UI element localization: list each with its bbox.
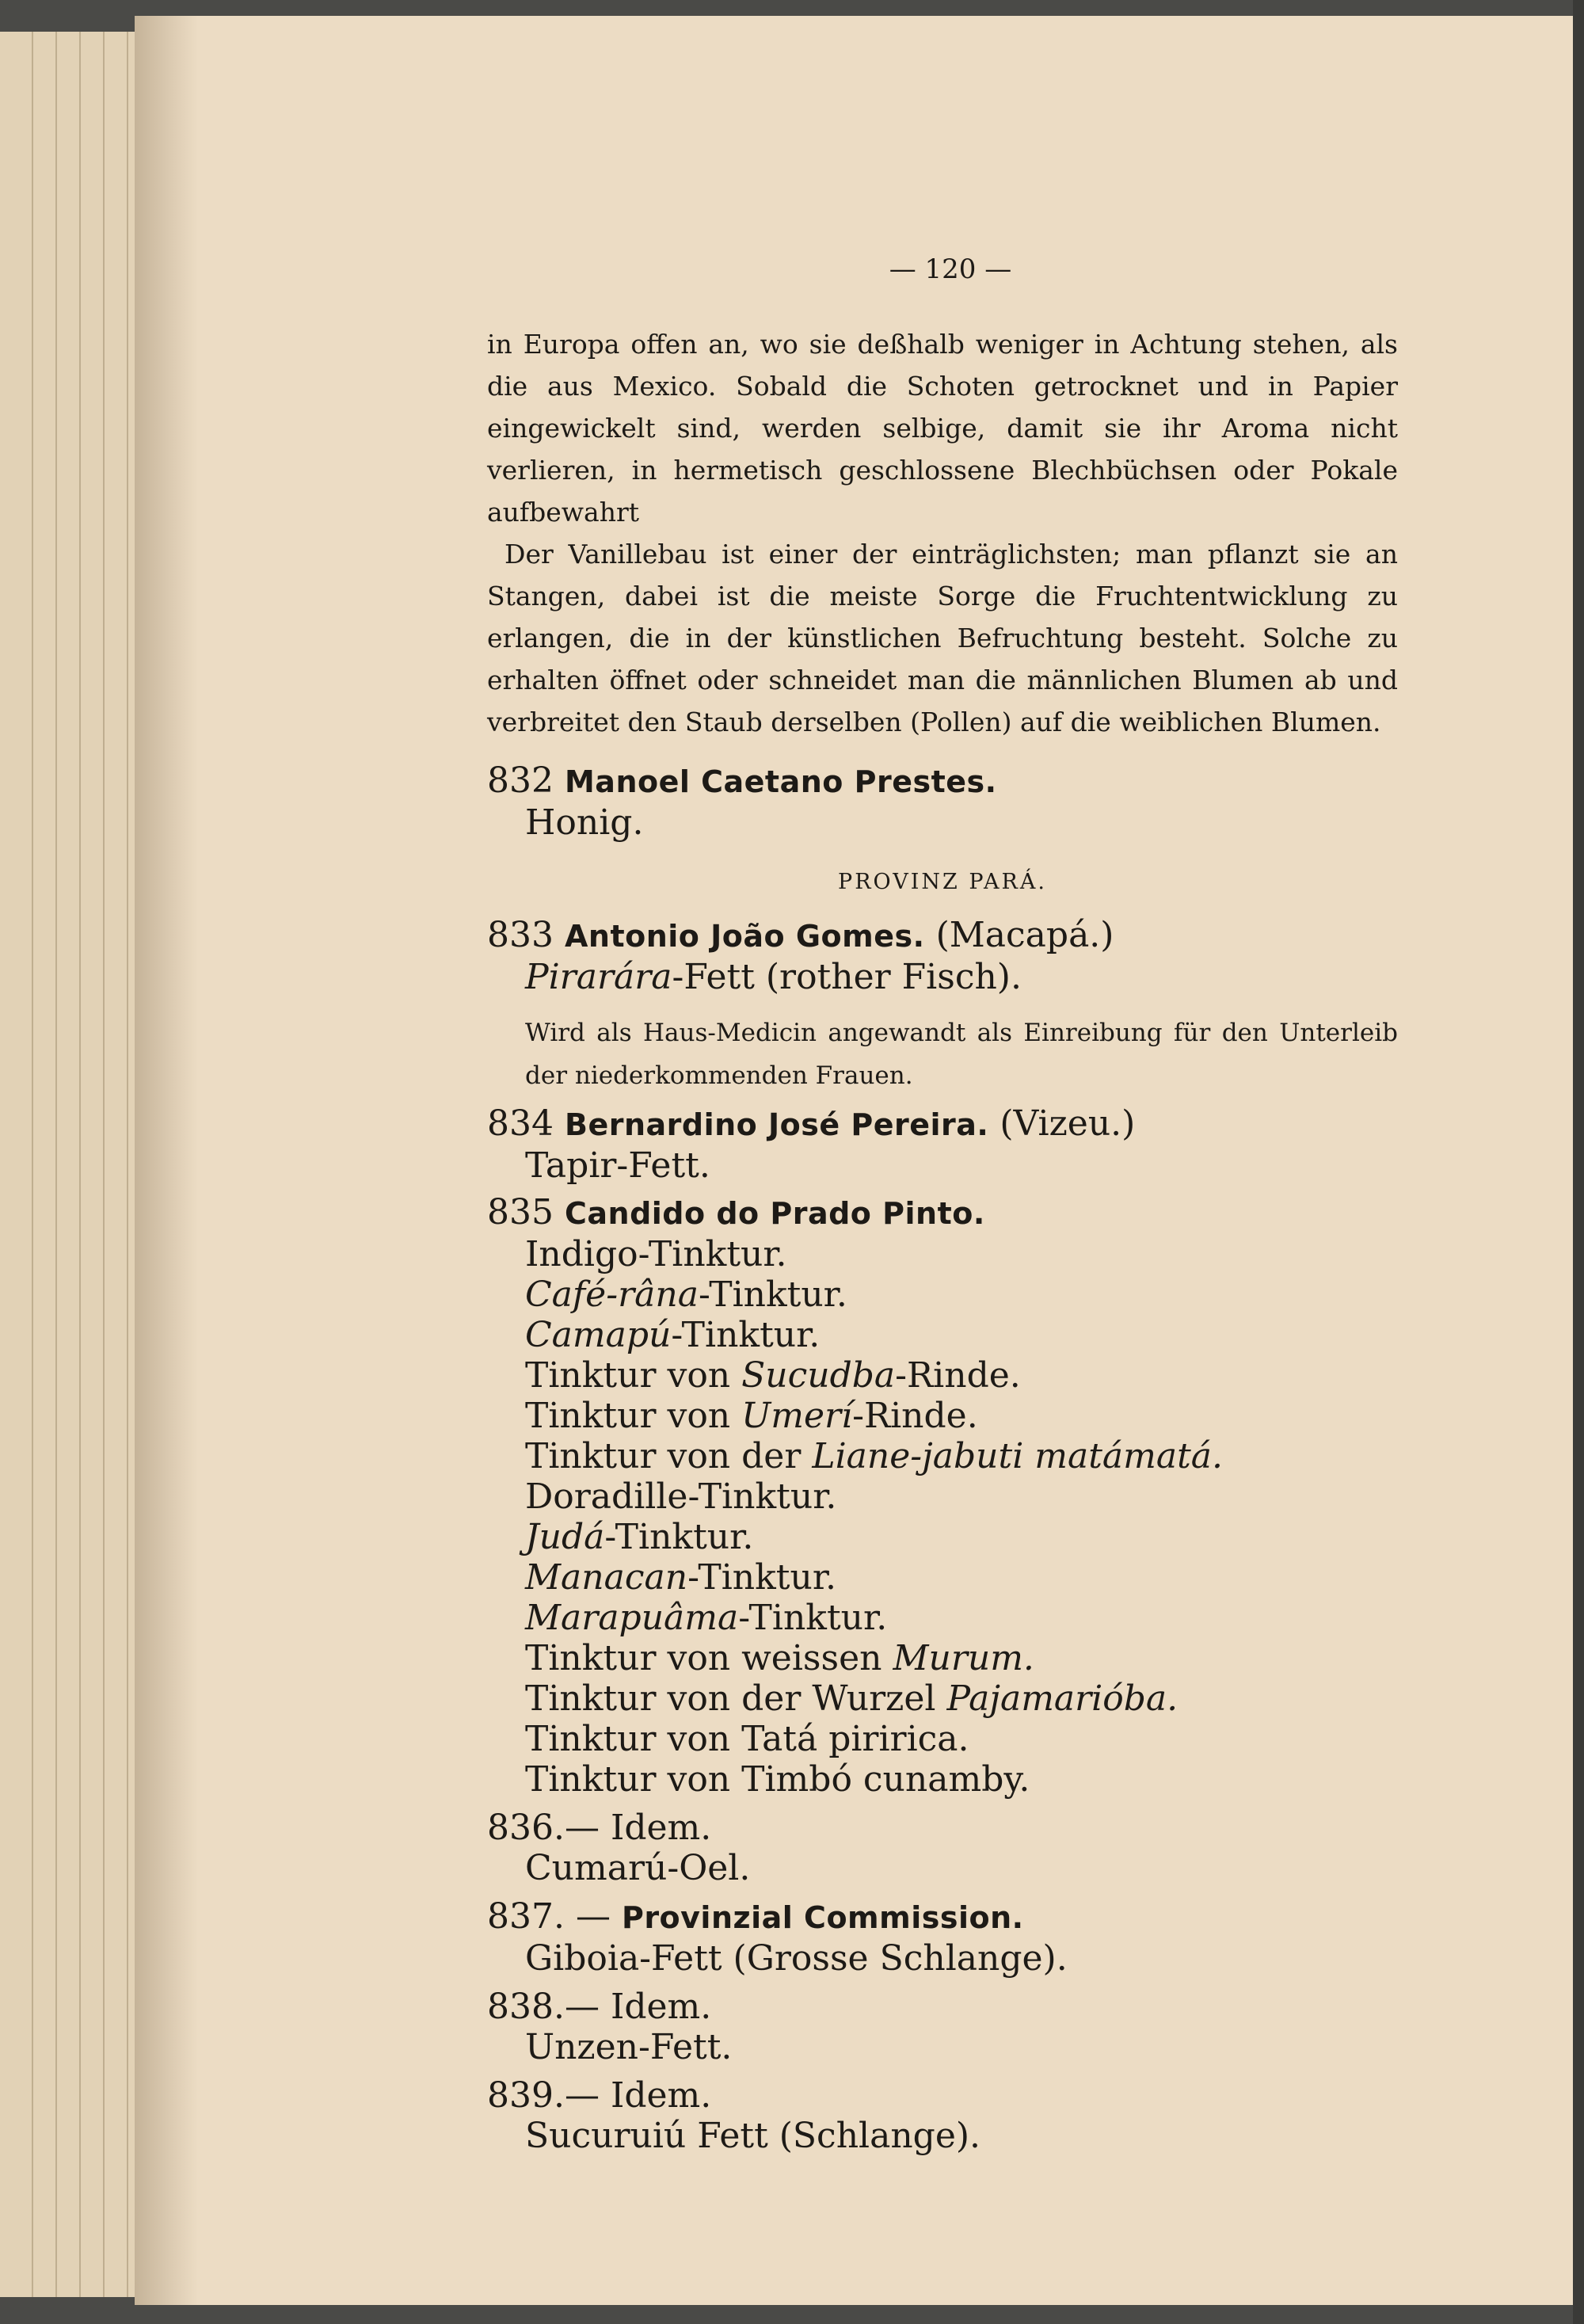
entry-item: Tinktur von Umerí-Rinde. xyxy=(525,1396,978,1436)
entry-item: Tapir-Fett. xyxy=(525,1145,710,1186)
entry-item: Indigo-Tinktur. xyxy=(525,1234,787,1274)
entry-item: Tinktur von Sucudba-Rinde. xyxy=(525,1355,1021,1396)
page-content xyxy=(487,253,1398,2156)
entry-833: 833 Antonio João Gomes. (Macapá.) xyxy=(487,915,1114,955)
entry-item: Tinktur von Timbó cunamby. xyxy=(525,1759,1030,1800)
entry-item: Tinktur von weissen Murum. xyxy=(525,1638,1034,1678)
entry-item: Cumarú-Oel. xyxy=(525,1848,751,1888)
intro-paragraph-2: Der Vanillebau ist einer der einträglichsten; man pflanzt sie an Stangen, dabei ist die meiste Sorge die Fruchtentwicklung zu erlangen, die in der künstlichen Befruchtung besteht. Solche zu erhalten öffnet oder schneidet man die männlichen Blumen ab und verbreitet den Staub derselben (Pollen) auf die weiblichen Blumen. xyxy=(487,539,1398,737)
entry-item: Café-râna-Tinktur. xyxy=(525,1274,847,1315)
entry-item: Doradille-Tinktur. xyxy=(525,1476,837,1517)
entry-item: Unzen-Fett. xyxy=(525,2027,733,2067)
entry-note: Wird als Haus-Medicin angewandt als Einreibung für den Unterleib der niederkommenden Frauen. xyxy=(525,1019,1398,1090)
entry-item: Giboia-Fett (Grosse Schlange). xyxy=(525,1938,1068,1979)
entry-item: Pirarára-Fett (rother Fisch). xyxy=(525,957,1022,997)
exhibitor-name: Manoel Caetano Prestes. xyxy=(564,764,997,799)
entry-832: 832 Manoel Caetano Prestes. xyxy=(487,760,997,801)
entry-item: Marapuâma-Tinktur. xyxy=(525,1598,888,1638)
place: (Vizeu.) xyxy=(1000,1103,1136,1144)
exhibitor-name: Provinzial Commission. xyxy=(621,1900,1024,1935)
entry-834: 834 Bernardino José Pereira. (Vizeu.) xyxy=(487,1103,1136,1144)
intro-paragraph-1: in Europa offen an, wo sie deßhalb weniger in Achtung stehen, als die aus Mexico. Sobald die Schoten getrocknet und in Papier eingewickelt sind, werden selbige, damit sie ihr Aroma nicht verlieren, in hermetisch geschlossene Blechbüchsen oder Pokale aufbewahrt xyxy=(487,329,1398,528)
intro-text xyxy=(487,323,1398,743)
entry-item: Sucuruiú Fett (Schlange). xyxy=(525,2116,981,2156)
exhibitor-name: Bernardino José Pereira. xyxy=(564,1107,989,1142)
page-number: — 120 — xyxy=(889,253,1012,285)
entry-item: Manacan-Tinktur. xyxy=(525,1557,837,1598)
entry-item: Tinktur von der Liane-jabuti matámatá. xyxy=(525,1436,1223,1476)
entry-836: 836.— Idem. xyxy=(487,1808,712,1848)
entry-item: Judá-Tinktur. xyxy=(525,1517,754,1557)
entry-838: 838.— Idem. xyxy=(487,1987,712,2027)
exhibitor-name: Candido do Prado Pinto. xyxy=(564,1196,985,1231)
place: (Macapá.) xyxy=(935,915,1114,955)
entry-item: Tinktur von der Wurzel Pajamarióba. xyxy=(525,1678,1178,1719)
province-heading: PROVINZ PARÁ. xyxy=(838,870,1047,894)
exhibitor-name: Antonio João Gomes. xyxy=(564,919,925,954)
entry-item: Camapú-Tinktur. xyxy=(525,1315,821,1355)
entry-item: Tinktur von Tatá piririca. xyxy=(525,1719,969,1759)
entry-839: 839.— Idem. xyxy=(487,2075,712,2116)
entry-837: 837. — Provinzial Commission. xyxy=(487,1896,1024,1937)
entry-835: 835 Candido do Prado Pinto. xyxy=(487,1192,985,1232)
entry-835-items xyxy=(487,1234,1398,1800)
entry-item: Honig. xyxy=(525,802,644,843)
